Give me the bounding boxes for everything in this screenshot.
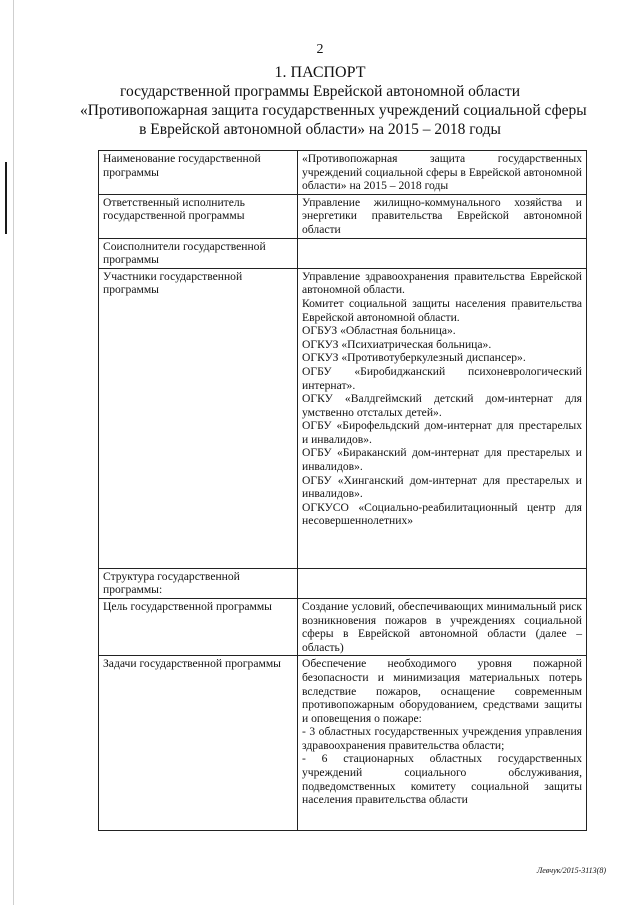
row-value-paragraph: ОГБУ «Бирофельдский дом-интернат для престарелых и инвалидов». [302,419,582,446]
row-value [298,194,587,238]
row-value-paragraph: Управление жилищно-коммунального хозяйства и энергетики правительства Еврейской автономной области [302,195,582,236]
row-value [298,151,587,195]
page-number: 2 [316,42,324,57]
table-row [99,656,587,831]
row-label: Цель государственной программы [99,598,298,655]
table-row [99,238,587,268]
row-value-paragraph: ОГБУ «Хинганский дом-интернат для престарелых и инвалидов». [302,473,582,501]
row-value-paragraph: ОГБУ «Биробиджанский психоневрологический интернат». [302,364,582,392]
row-label: Наименование государственной программы [99,151,298,195]
document-heading [80,63,587,139]
heading-line-3: в Еврейской автономной области» на 2015 – 2018 годы [139,121,501,138]
row-value-paragraph: ОГБУ «Бираканский дом-интернат для престарелых и инвалидов». [302,446,582,474]
row-value-paragraph: Управление здравоохранения правительства Еврейской автономной области. [302,269,582,297]
row-value-paragraph: ОГКУЗ «Противотуберкулезный диспансер». [302,351,526,365]
row-value-paragraph: Создание условий, обеспечивающих минимальный риск возникновения пожаров в учреждениях социальной сферы в Еврейской автономной области (далее – область) [302,599,582,654]
passport-table [98,150,587,831]
table-row [99,268,587,568]
row-value [298,656,587,831]
row-label: Ответственный исполнитель государственной программы [99,194,298,238]
table-row [99,151,587,195]
row-value-paragraph: ОГКУСО «Социально-реабилитационный центр для несовершеннолетних» [302,500,582,528]
scan-margin-mark [5,162,7,234]
row-value-paragraph: ОГКУЗ «Психиатрическая больница». [302,337,492,351]
heading-line-2: «Противопожарная защита государственных учреждений социальной сферы [80,102,587,119]
row-label: Задачи государственной программы [99,656,298,831]
document-footer-code: Левчук/2015-3113(8) [536,866,606,875]
row-label: Соисполнители государственной программы [99,238,298,268]
row-label: Структура государственной программы: [99,568,298,598]
row-value-paragraph: «Противопожарная защита государственных учреждений социальной сферы в Еврейской автономной области» на 2015 – 2018 годы [302,152,582,193]
table-row [99,568,587,598]
row-value-paragraph: ОГБУЗ «Областная больница». [302,324,456,338]
heading-line-1: государственной программы Еврейской автономной области [119,83,520,100]
row-value-paragraph: - 6 стационарных областных государственных учреждений социального обслуживания, подведомственных комитету социальной защиты населения правительства области [302,752,582,807]
table-row [99,598,587,655]
table-row [99,194,587,238]
row-value-paragraph: - 3 областных государственных учреждения управления здравоохранения правительства области; [302,725,582,752]
row-value-paragraph: ОГКУ «Валдгеймский детский дом-интернат для умственно отсталых детей». [302,392,582,419]
row-value [298,568,587,598]
scan-edge-line [13,0,14,905]
row-value-paragraph: Обеспечение необходимого уровня пожарной безопасности и минимизация материальных потерь вследствие пожаров, оснащение современным противопожарным оборудованием, средствами защиты и оповещения о пожаре: [302,657,582,725]
heading-title: 1. ПАСПОРТ [274,64,366,81]
row-value [298,268,587,568]
row-label: Участники государственной программы [99,268,298,568]
row-value [298,238,587,268]
row-value-paragraph: Комитет социальной защиты населения правительства Еврейской автономной области. [302,296,582,324]
row-value [298,598,587,655]
